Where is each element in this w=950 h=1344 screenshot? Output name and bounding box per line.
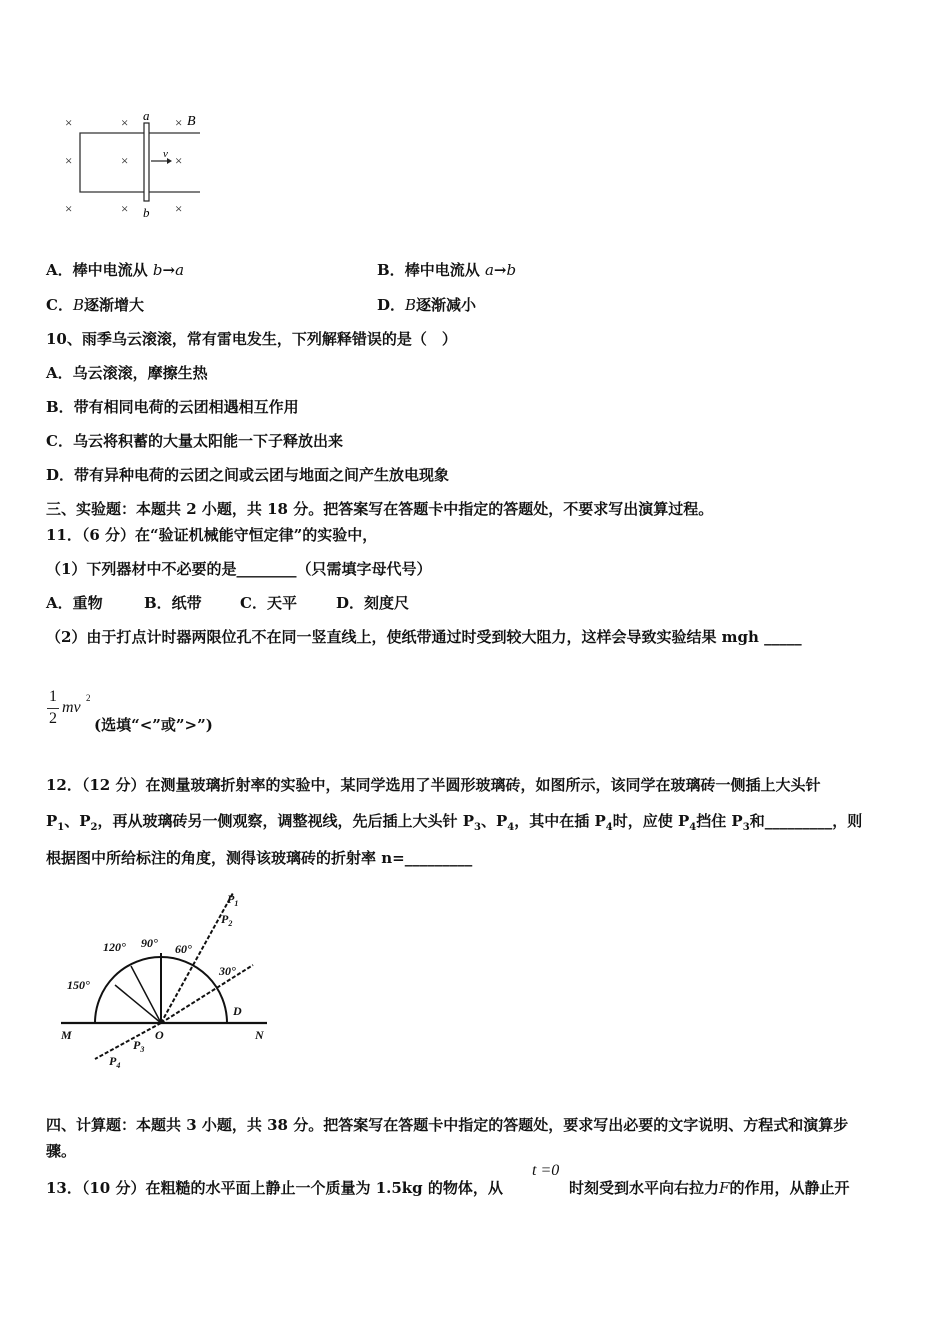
q13-stem-pre: 13．（10 分）在粗糙的水平面上静止一个质量为 1.5kg 的物体，从 [46,1179,503,1197]
q10-stem: 10、雨季乌云滚滚，常有雷电发生，下列解释错误的是（ ） [46,330,457,348]
section-3-heading: 三、实验题：本题共 2 小题，共 18 分。把答案写在答题卡中指定的答题处，不要求写出演算过程。 [46,500,714,518]
section-4-heading-line2: 骤。 [46,1142,77,1160]
q9-option-c: C．B逐渐增大 [46,296,144,314]
q11-option-d: D．刻度尺 [336,594,410,612]
label-P3: $P_3$ [133,1038,145,1054]
emergent-ray [95,1023,161,1059]
angle-30: 30° [219,964,236,978]
q11-option-c: C．天平 [240,594,297,612]
label-M: M [61,1028,72,1042]
q9-option-d: D．B逐渐减小 [377,296,477,314]
label-b: b [143,205,150,220]
sliding-rod [144,123,149,201]
angle-tick [115,985,161,1023]
arrow-icon: → [162,261,176,279]
label-P2: $P_2$ [221,912,233,928]
angle-150: 150° [67,978,90,992]
t-equals-zero: t =0 [532,1162,560,1179]
q12-line3: 根据图中所给标注的角度，测得该玻璃砖的折射率 n=_________ [46,849,473,867]
q11-part2-tail: (选填“<”或”>”) [94,716,213,734]
q10-option-a: A．乌云滚滚，摩擦生热 [46,364,208,382]
label-N: N [255,1028,264,1042]
label-P4: $P_4$ [109,1054,121,1070]
magnetic-field-rod-diagram [55,105,215,225]
field-cross: × [121,153,129,168]
q12-line1: 12．（12 分）在测量玻璃折射率的实验中，某同学选用了半圆形玻璃砖，如图所示，该同学在玻璃砖一侧插上大头针 [46,776,821,794]
q11-option-a: A．重物 [46,594,103,612]
angle-120: 120° [103,940,126,954]
label-D: D [233,1004,242,1018]
q12-line2: $P_1$、$P_2$，再从玻璃砖另一侧观察，调整视线，先后插上大头针 $P_3$、$P_4$，其中在插 $P_4$时，应使 $P_4$挡住 $P_3$和_________，则 [46,812,863,833]
q11-option-b: B．纸带 [144,594,202,612]
q9-option-b: B．棒中电流从 a→b [377,261,517,279]
label-B: B [187,114,196,129]
q11-part1: （1）下列器材中不必要的是________（只需填字母代号） [46,560,432,578]
q10-option-b: B．带有相同电荷的云团相遇相互作用 [46,398,299,416]
q11-stem: 11．（6 分）在“验证机械能守恒定律”的实验中， [46,526,378,544]
field-cross: × [121,201,129,216]
field-cross: × [65,153,73,168]
arrow-icon: → [493,261,507,279]
label-P1: $P_1$ [227,892,239,908]
field-cross: × [175,201,183,216]
field-cross: × [175,115,183,130]
label-a: a [143,108,150,123]
angle-60: 60° [175,942,192,956]
half-mv-squared: 1 2 mv 2 [49,688,91,727]
label-O: O [155,1028,164,1042]
q10-option-d: D．带有异种电荷的云团之间或云团与地面之间产生放电现象 [46,466,450,484]
section-4-heading-line1: 四、计算题：本题共 3 小题，共 38 分。把答案写在答题卡中指定的答题处，要求写出必要的文字说明、方程式和演算步 [46,1116,849,1134]
field-cross: × [65,115,73,130]
field-cross: × [175,153,183,168]
field-cross: × [121,115,129,130]
refraction-diagram [55,883,280,1078]
q9-option-a: A．棒中电流从 b→a [46,261,185,279]
label-v: v [163,148,168,160]
q13-stem-post: 时刻受到水平向右拉力F的作用，从静止开 [569,1179,850,1197]
q10-option-c: C．乌云将积蓄的大量太阳能一下子释放出来 [46,432,343,450]
q11-part2: （2）由于打点计时器两限位孔不在同一竖直线上，使纸带通过时受到较大阻力，这样会导致实验结果 mgh _____ [46,628,802,646]
field-cross: × [65,201,73,216]
angle-tick [131,966,161,1023]
angle-90: 90° [141,936,158,950]
